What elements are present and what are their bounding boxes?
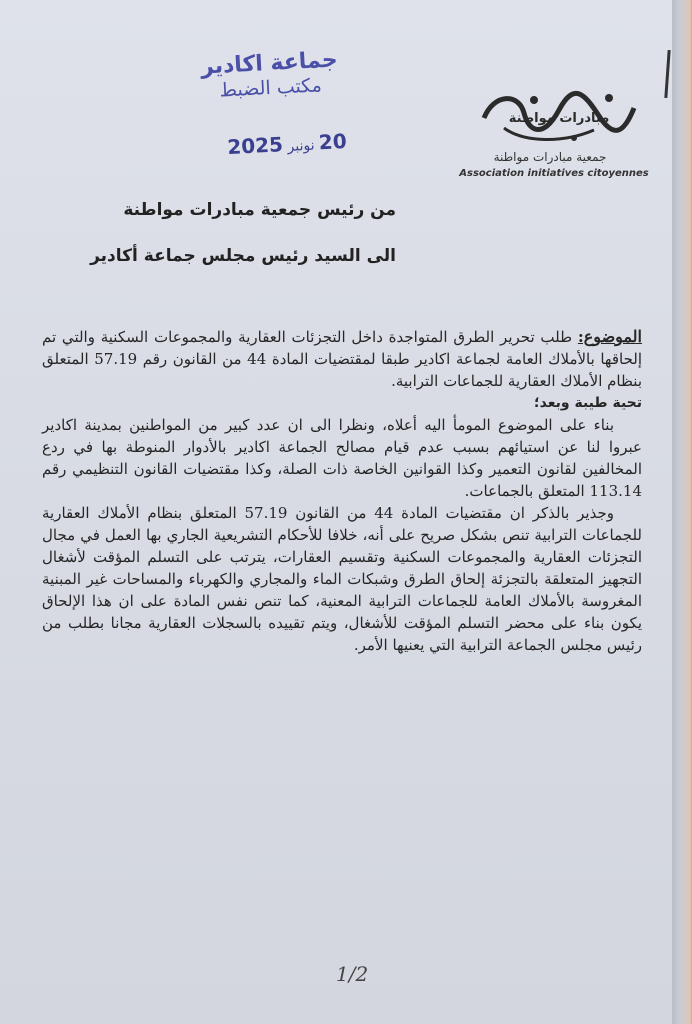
letter-body <box>42 326 642 656</box>
paper-edge <box>672 0 692 1024</box>
paragraph: وجذير بالذكر ان مقتضيات المادة 44 من القانون 57.19 المتعلق بنظام الأملاك العقارية للجماعات الترابية تنص بشكل صريح على أنه، خلافا للأحكام التشريعية الجاري بها العمل في مجال التجزئات العقارية والمجموعات السكنية وتقسيم العقارات، يترتب على التسلم المؤقت لأشغال التجهيز المتعلقة بالتجزئة إلحاق الطرق وشبكات الماء والمجاري والكهرباء والمساحات غير المبنية المغروسة بالأملاك العامة للجماعات الترابية المعنية، كما تنص نفس المادة على ان هذا الإلحاق يكون بناء على محضر التسلم المؤقت للأشغال، ويتم تقييده بالسجلات العقارية مجانا بطلب من رئيس مجلس الجماعة الترابية التي يعنيها الأمر. <box>42 504 642 654</box>
stamp-line-2: مكتب الضبط <box>218 74 323 102</box>
page-number: 1/2 <box>336 962 369 986</box>
logo-arabic-name: جمعية مبادرات مواطنة <box>493 150 607 164</box>
svg-text:مبادرات مواطنة: مبادرات مواطنة <box>508 111 610 126</box>
paragraph: بناء على الموضوع المومأ اليه أعلاه، ونظرا الى ان عدد كبير من المواطنين بمدينة اكادير عبروا لنا عن استيائهم بسبب عدم قيام مصالح الجماعة اكادير بالأدوار المنوطة بها في ردع المخالفين لقانون التعمير وكذا القوانين الخاصة ذات الصلة، وكذا مقتضيات القانون التنظيمي رقم 113.14 المتعلق بالجماعات. <box>42 416 642 500</box>
registry-stamp <box>189 48 351 104</box>
logo-french-name: Association initiatives citoyennes <box>459 168 649 179</box>
logo-calligraphy-icon <box>474 88 644 150</box>
stamp-line-1: جماعة اكادير <box>200 47 339 80</box>
subject-text: طلب تحرير الطرق المتواجدة داخل التجزئات العقارية والمجموعات السكنية والتي تم إلحاقها بالأملاك العامة لجماعة اكادير طبقا لمقتضيات المادة 44 من القانون رقم 57.19 المتعلق بنظام الأملاك العقارية للجماعات الترابية. <box>42 328 642 390</box>
date-year: 2025 <box>226 132 284 160</box>
association-logo <box>454 88 664 198</box>
date-day: 20 <box>318 128 348 155</box>
subject-line <box>42 326 642 392</box>
greeting: تحية طيبة وبعد؛ <box>534 395 642 411</box>
margin-mark <box>664 50 670 98</box>
letter-to: الى السيد رئيس مجلس جماعة أكادير <box>90 246 396 266</box>
stamp-date <box>221 129 352 160</box>
date-month: نونبر <box>287 137 315 155</box>
subject-label: الموضوع: <box>577 327 642 346</box>
letter-from: من رئيس جمعية مبادرات مواطنة <box>123 200 396 220</box>
